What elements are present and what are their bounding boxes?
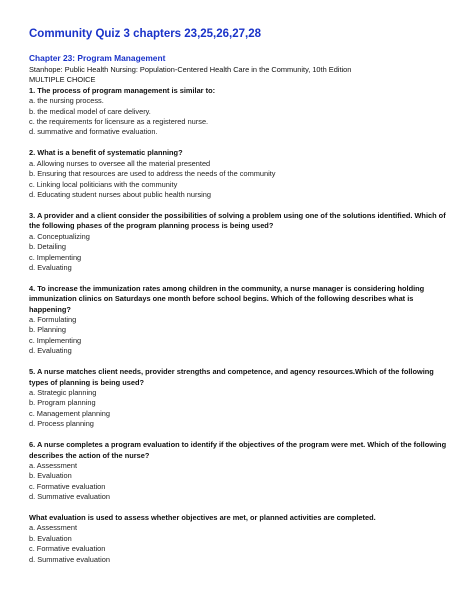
answer-option-d: d. Evaluating bbox=[29, 262, 72, 272]
source-citation: Stanhope: Public Health Nursing: Population-Centered Health Care in the Community, 10th Edition bbox=[29, 65, 352, 74]
document-body bbox=[29, 53, 449, 565]
answer-option-d: d. Educating student nurses about public health nursing bbox=[29, 189, 212, 199]
question-6 bbox=[29, 440, 449, 502]
answer-option-b: b. the medical model of care delivery. bbox=[29, 106, 151, 116]
question-text: 6. A nurse completes a program evaluation to identify if the objectives of the program were met. Which of the following describes the action of the nurse? bbox=[29, 440, 447, 460]
answer-option-a: a. Allowing nurses to oversee all the material presented bbox=[29, 158, 211, 168]
answer-option-c: c. the requirements for licensure as a registered nurse. bbox=[29, 117, 209, 127]
answer-option-a: a. Assessment bbox=[29, 523, 78, 533]
section-label: MULTIPLE CHOICE bbox=[29, 75, 96, 85]
question-text: What evaluation is used to assess whether objectives are met, or planned activities are completed. bbox=[29, 513, 376, 523]
answer-option-b: b. Planning bbox=[29, 325, 66, 335]
question-7 bbox=[29, 513, 449, 565]
answer-option-c: c. Linking local politicians with the community bbox=[29, 179, 178, 189]
answer-option-a: a. the nursing process. bbox=[29, 96, 104, 106]
question-3 bbox=[29, 211, 449, 273]
chapter-title: Chapter 23: Program Management bbox=[29, 53, 166, 63]
question-1 bbox=[29, 86, 449, 138]
answer-option-c: c. Management planning bbox=[29, 408, 110, 418]
answer-option-a: a. Assessment bbox=[29, 460, 78, 470]
answer-option-a: a. Conceptualizing bbox=[29, 231, 90, 241]
question-text: 3. A provider and a client consider the possibilities of solving a problem using one of the solutions identified. Which of the following phases of the program planning process is being used? bbox=[29, 210, 446, 231]
answer-option-d: d. Summative evaluation bbox=[29, 492, 110, 502]
answer-option-b: b. Ensuring that resources are used to address the needs of the community bbox=[29, 169, 276, 179]
answer-option-b: b. Evaluation bbox=[29, 533, 72, 543]
answer-option-d: d. summative and formative evaluation. bbox=[29, 127, 158, 137]
answer-option-b: b. Detailing bbox=[29, 242, 66, 252]
question-5 bbox=[29, 367, 449, 429]
document-title: Community Quiz 3 chapters 23,25,26,27,28 bbox=[29, 28, 262, 40]
question-text: 5. A nurse matches client needs, provider strengths and competence, and agency resources.Which of the following types of planning is being used? bbox=[29, 367, 434, 387]
answer-option-b: b. Program planning bbox=[29, 398, 96, 408]
answer-option-c: c. Formative evaluation bbox=[29, 481, 106, 491]
answer-option-d: d. Process planning bbox=[29, 419, 94, 429]
question-4 bbox=[29, 284, 449, 357]
question-text: 1. The process of program management is similar to: bbox=[29, 85, 216, 95]
answer-option-c: c. Implementing bbox=[29, 335, 82, 345]
answer-option-d: d. Evaluating bbox=[29, 346, 72, 356]
question-2 bbox=[29, 148, 449, 200]
answer-option-c: c. Formative evaluation bbox=[29, 544, 106, 554]
answer-option-d: d. Summative evaluation bbox=[29, 554, 110, 564]
answer-option-c: c. Implementing bbox=[29, 252, 82, 262]
answer-option-a: a. Formulating bbox=[29, 315, 77, 325]
answer-option-b: b. Evaluation bbox=[29, 471, 72, 481]
question-text: 4. To increase the immunization rates among children in the community, a nurse manager is considering holding immunization clinics on Saturdays one month before school begins. Which of the following describes what is happening? bbox=[29, 283, 425, 314]
question-text: 2. What is a benefit of systematic planning? bbox=[29, 148, 183, 158]
answer-option-a: a. Strategic planning bbox=[29, 387, 97, 397]
